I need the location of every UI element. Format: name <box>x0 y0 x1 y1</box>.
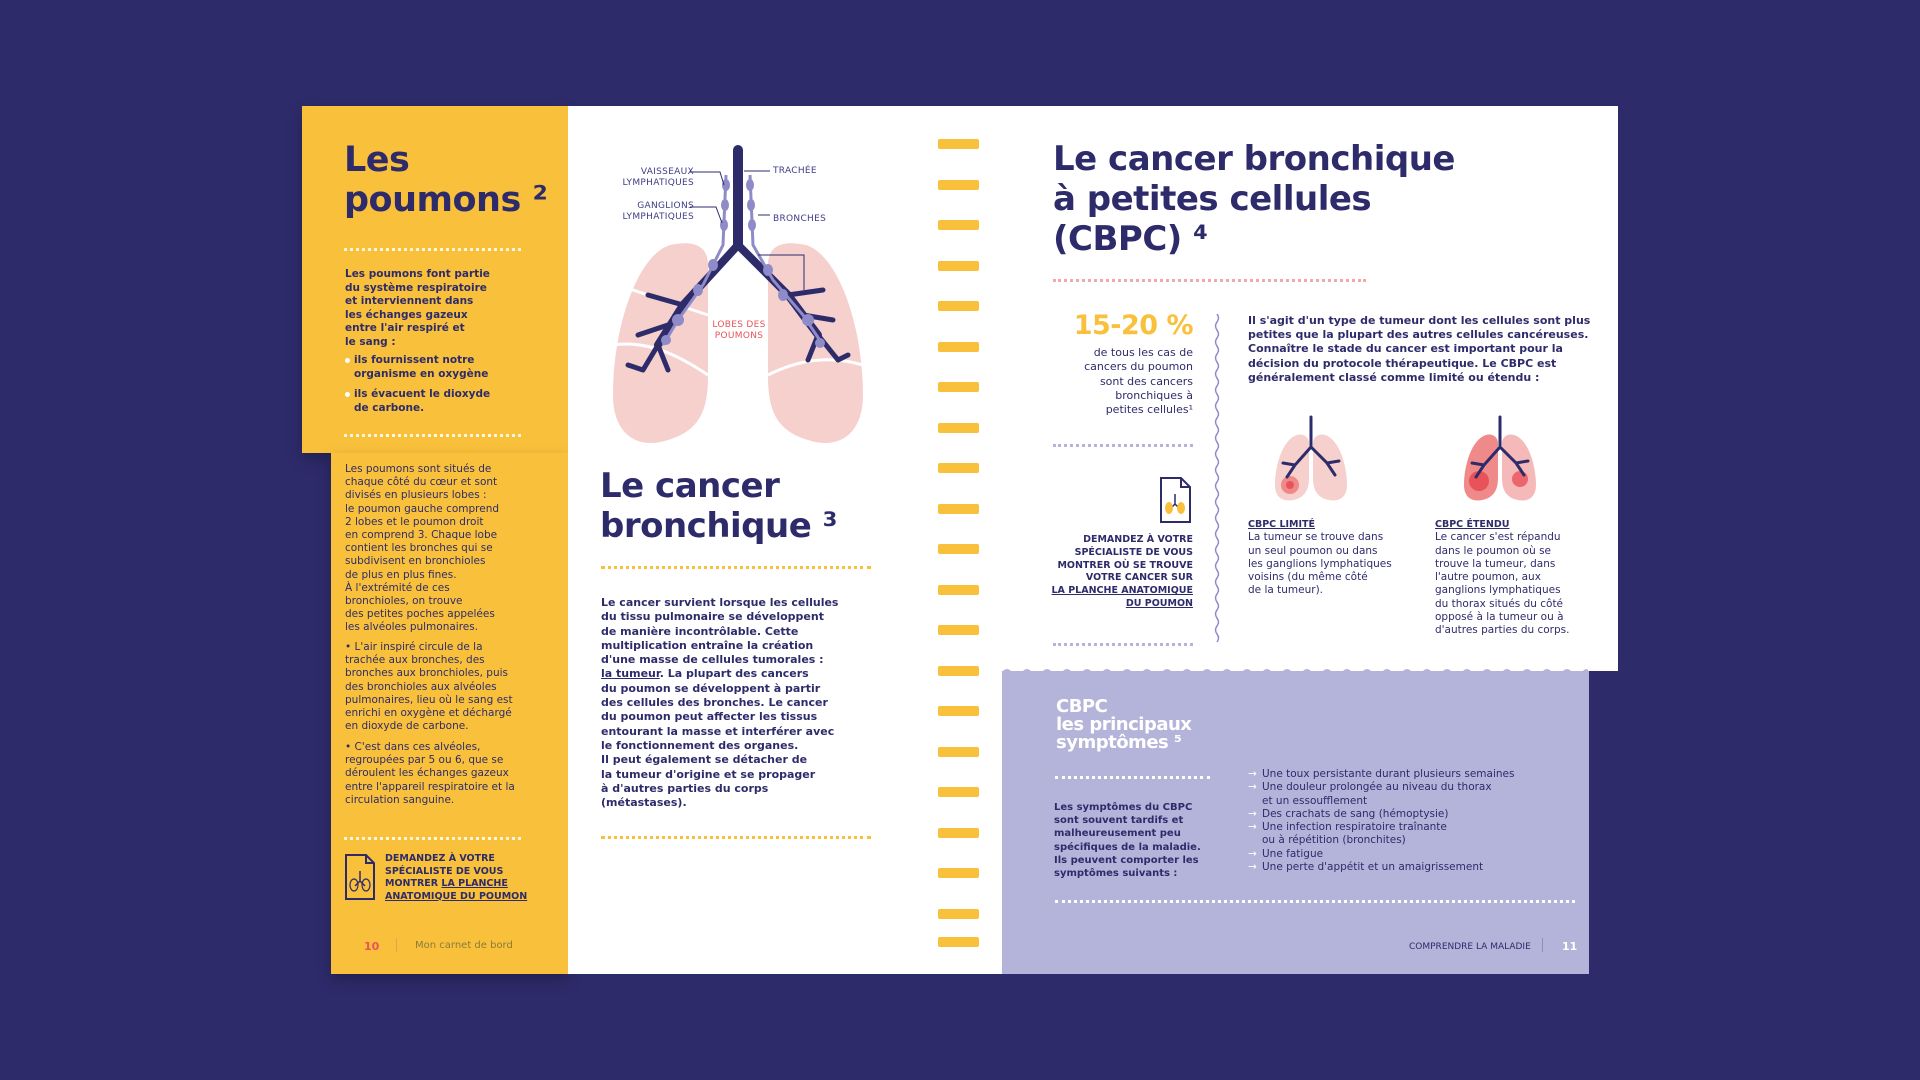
arrow-right-icon: → <box>1248 807 1257 820</box>
divider <box>1055 776 1210 779</box>
bullet-dot <box>345 358 350 363</box>
footer-separator <box>396 938 397 952</box>
divider <box>344 434 521 437</box>
list-item: → Des crachats de sang (hémoptysie) <box>1248 807 1449 820</box>
list-item: → Une fatigue <box>1248 847 1324 860</box>
label-trachea: TRACHÉE <box>773 166 817 176</box>
wavy-edge <box>1002 664 1589 676</box>
arrow-right-icon: → <box>1248 847 1257 860</box>
anatomy-chart-link-2[interactable]: DU POUMON <box>1125 597 1193 609</box>
footer-separator <box>1542 938 1543 952</box>
limited-stage-block: CBPC LIMITÉ La tumeur se trouve dans un seul poumon ou dans les ganglions lymphatiques voisins (du même côté de la tumeur). <box>1248 519 1392 597</box>
divider <box>1053 444 1193 447</box>
lungs-intro: Les poumons font partie du système respiratoire et interviennent dans les échanges gazeux entre l'air respiré et le sang : <box>345 268 490 348</box>
label-lymph-vessels: VAISSEAUX LYMPHATIQUES <box>622 167 694 188</box>
list-item: → Une toux persistante durant plusieurs semaines <box>1248 768 1515 780</box>
divider <box>1055 900 1575 903</box>
extended-stage-block: CBPC ÉTENDU Le cancer s'est répandu dans le poumon où se trouve la tumeur, dans l'autre poumon, aux ganglions lymphatiques du thorax situés du côté opposé à la tumeur ou à d'autres parties du corps. <box>1435 519 1570 637</box>
arrow-right-icon: → <box>1248 821 1257 834</box>
ask-specialist-right: DEMANDEZ À VOTRE SPÉCIALISTE DE VOUS MONTRER OÙ SE TROUVE VOTRE CANCER SUR LA PLANCHE ANATOMIQUE DU POUMON <box>1040 534 1193 611</box>
anatomy-chart-link-2[interactable]: ANATOMIQUE DU POUMON <box>385 890 528 902</box>
page-number-left: 10 <box>364 940 380 953</box>
divider <box>601 836 871 839</box>
list-item: ils fournissent notre organisme en oxygène <box>345 354 490 381</box>
wavy-separator <box>1213 314 1221 646</box>
bullet-dot <box>345 392 350 397</box>
label-bronchi: BRONCHES <box>773 214 827 224</box>
sclc-title: Le cancer bronchique à petites cellules (CBPC) ⁴ <box>1053 139 1455 259</box>
lungs-paragraph-1: Les poumons sont situés de chaque côté du cœur et sont divisés en plusieurs lobes : le poumon gauche comprend 2 lobes et le poumon droit en comprend 3. Chaque lobe contient les bronches qui se subdivisent en bronchioles de plus en plus fines. À l'extrémité de ces bronchioles, on trouve des petites poches appelées les alvéoles pulmonaires. <box>345 463 500 634</box>
bronchial-cancer-text: Le cancer survient lorsque les cellules du tissu pulmonaire se développent de manière incontrôlable. Cette multiplication entraîne la création d'une masse de cellules tumorales : la tumeur. La plupart des cancers du poumon se développent à partir des cellules des bronches. Le cancer du poumon peut affecter les tissus entourant la masse et interférer avec le fonctionnement des organes. Il peut également se détacher de la tumeur d'origine et se propager à d'autres parties du corps (métastases). <box>601 596 839 810</box>
arrow-right-icon: → <box>1248 781 1257 794</box>
divider <box>1053 279 1366 282</box>
list-item: ils évacuent le dioxyde de carbone. <box>345 388 490 415</box>
arrow-right-icon: → <box>1248 768 1257 780</box>
middle-title: Le cancer bronchique ³ <box>600 466 838 546</box>
page-number-right: 11 <box>1562 940 1578 953</box>
lungs-paragraph-2: • L'air inspiré circule de la trachée aux bronches, des bronches aux bronchioles, puis des bronchioles aux alvéoles pulmonaires, lieu où le sang est enrichi en oxygène et déchargé en dioxyde de carbone. <box>345 641 513 733</box>
arrow-right-icon: → <box>1248 861 1257 874</box>
stat-percentage: 15-20 % <box>1073 310 1193 341</box>
ask-specialist-left: DEMANDEZ À VOTRE SPÉCIALISTE DE VOUS MONTRER LA PLANCHE ANATOMIQUE DU POUMON <box>385 853 528 902</box>
list-item: → Une perte d'appétit et un amaigrissement <box>1248 861 1484 874</box>
right-page-lower-white <box>957 671 1002 974</box>
sclc-intro: Il s'agit d'un type de tumeur dont les cellules sont plus petites que la plupart des autres cellules cancéreuses. Connaître le stade du cancer est important pour la décision du protocole thérapeutique. Le CBPC est généralement classé comme limité ou étendu : <box>1248 314 1591 384</box>
symptoms-list <box>1248 768 1514 874</box>
symptoms-title: CBPC les principaux symptômes ⁵ <box>1056 696 1192 753</box>
document-lungs-icon <box>344 853 376 901</box>
anatomy-chart-link[interactable]: LA PLANCHE ANATOMIQUE <box>1051 585 1193 597</box>
lungs-paragraph-3: • C'est dans ces alvéoles, regroupées par 5 ou 6, que se déroulent les échanges gazeux entre l'appareil respiratoire et la circulation sanguine. <box>345 741 515 806</box>
label-lung-lobes: LOBES DES POUMONS <box>712 320 766 341</box>
divider <box>344 837 521 840</box>
label-lymph-nodes: GANGLIONS LYMPHATIQUES <box>622 201 694 222</box>
limited-stage-title: CBPC LIMITÉ <box>1248 519 1316 530</box>
symptoms-intro: Les symptômes du CBPC sont souvent tardifs et malheureusement peu spécifiques de la maladie. Ils peuvent comporter les symptômes suivants : <box>1054 802 1201 880</box>
anatomy-chart-link[interactable]: LA PLANCHE <box>441 878 508 889</box>
footer-title-right: COMPRENDRE LA MALADIE <box>1409 942 1531 952</box>
lungs-diagram <box>608 145 868 450</box>
tumor-link[interactable]: la tumeur <box>601 667 660 681</box>
divider <box>344 248 521 251</box>
footer-title-left: Mon carnet de bord <box>415 940 513 951</box>
list-item: → Une douleur prolongée au niveau du thorax et un essoufflement <box>1248 781 1492 807</box>
lungs-bullet-list <box>345 354 490 415</box>
stat-description: de tous les cas de cancers du poumon sont des cancers bronchiques à petites cellules¹ <box>1084 346 1193 417</box>
list-item: → Une infection respiratoire traînante ou à répétition (bronchites) <box>1248 821 1447 847</box>
limited-stage-lungs-icon <box>1273 415 1349 503</box>
extended-stage-lungs-icon <box>1462 415 1538 503</box>
extended-stage-title: CBPC ÉTENDU <box>1435 519 1510 530</box>
divider <box>601 566 871 569</box>
document-lungs-icon <box>1159 476 1193 524</box>
divider <box>1053 643 1193 646</box>
left-page-title: Les poumons ² <box>344 140 548 220</box>
